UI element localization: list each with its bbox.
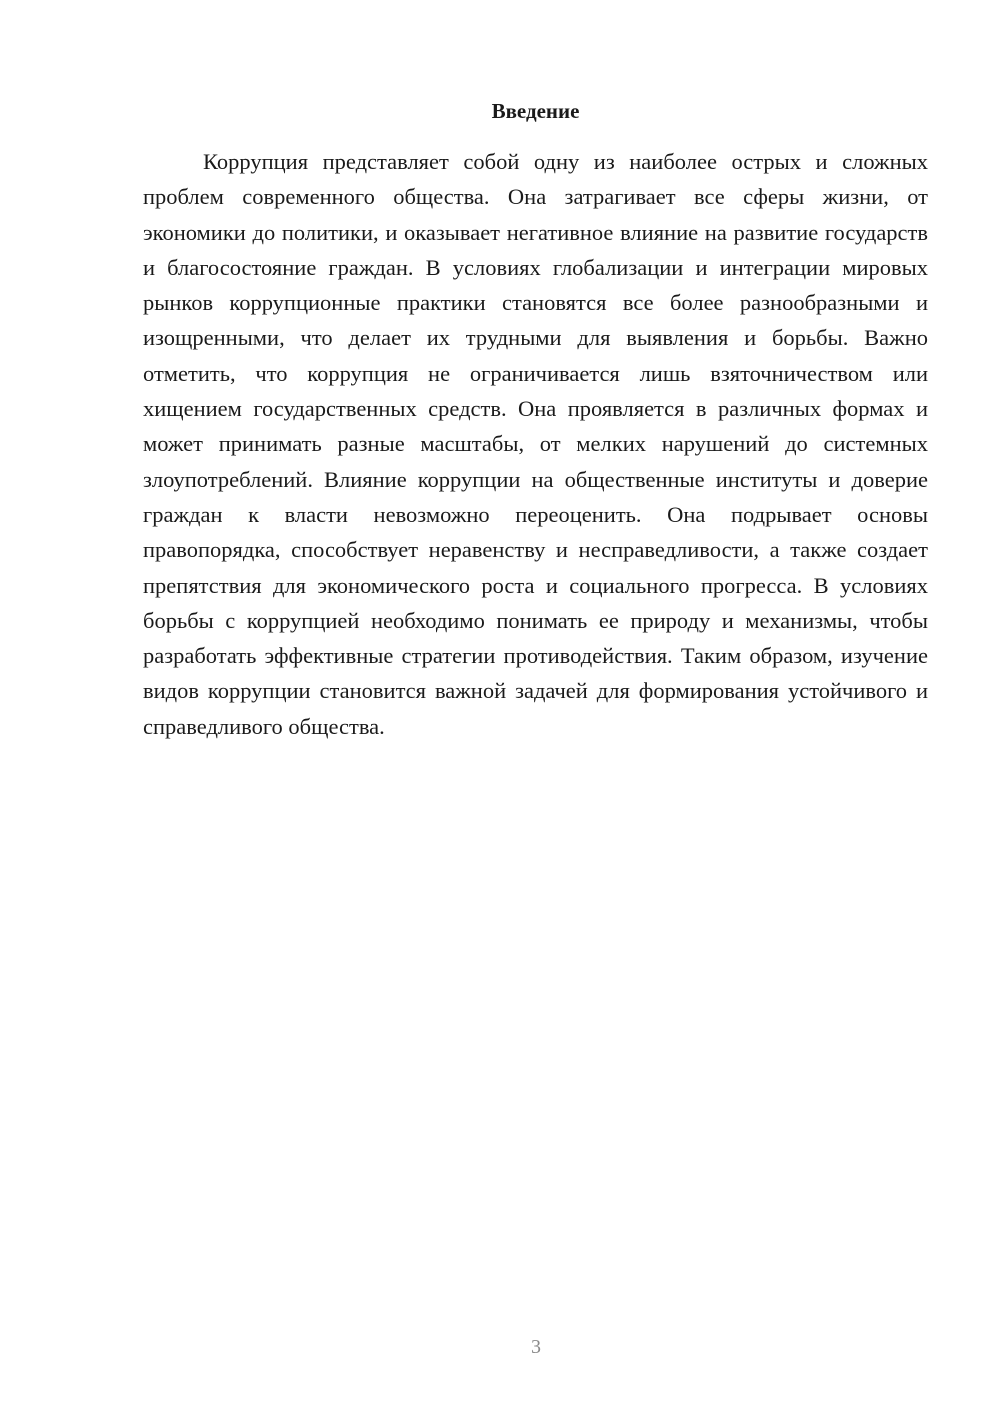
page-number: 3 [531, 1336, 541, 1358]
section-title: Введение [491, 99, 580, 123]
body-paragraph: Коррупция представляет собой одну из наиболее острых и сложных проблем современного общества. Она затрагивает все сферы жизни, от экономики до политики, и оказывает негативное влияние на развитие государств и благосостояние граждан. В условиях глобализации и интеграции мировых рынков коррупционные практики становятся все более разнообразными и изощренными, что делает их трудными для выявления и борьбы. Важно отметить, что коррупция не ограничивается лишь взяточничеством или хищением государственных средств. Она проявляется в различных формах и может принимать разные масштабы, от мелких нарушений до системных злоупотреблений. Влияние коррупции на общественные институты и доверие граждан к власти невозможно переоценить. Она подрывает основы правопорядка, способствует неравенству и несправедливости, а также создает препятствия для экономического роста и социального прогресса. В условиях борьбы с коррупцией необходимо понимать ее природу и механизмы, чтобы разработать эффективные стратегии противодействия. Таким образом, изучение видов коррупции становится важной задачей для формирования устойчивого и справедливого общества. [143, 149, 928, 739]
